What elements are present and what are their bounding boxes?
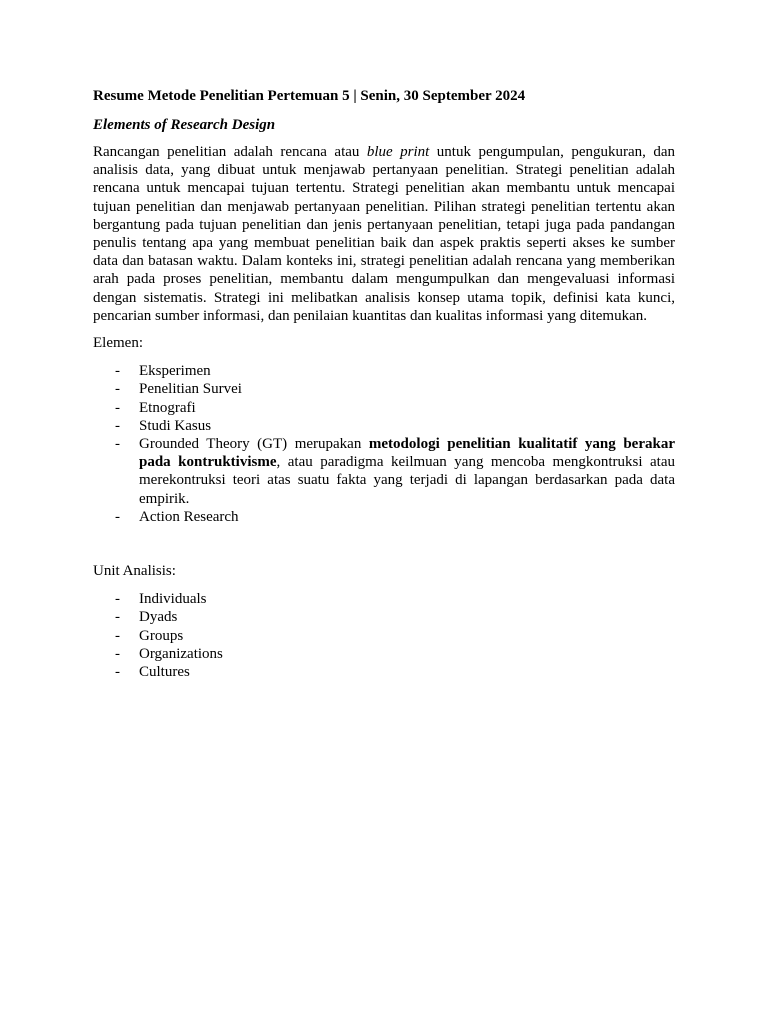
list-item xyxy=(93,608,675,626)
list-item-text: Organizations xyxy=(139,645,223,662)
list-bullet: - xyxy=(115,591,120,608)
list-item-text: Action Research xyxy=(139,508,239,525)
grounded-text-start: Grounded Theory (GT) merupakan xyxy=(139,436,369,453)
list-item-text: Eksperimen xyxy=(139,363,211,380)
list-item-text: Individuals xyxy=(139,591,207,608)
section-subtitle: Elements of Research Design xyxy=(93,117,276,133)
body-paragraph xyxy=(93,143,675,325)
paragraph-text-start: Rancangan penelitian adalah rencana atau xyxy=(93,144,367,160)
elemen-label: Elemen: xyxy=(93,335,143,352)
document-page xyxy=(93,86,675,681)
list-item xyxy=(93,417,675,435)
list-bullet: - xyxy=(115,417,120,434)
list-item-text: Dyads xyxy=(139,609,178,626)
paragraph-italic-term: blue print xyxy=(366,144,430,160)
list-item xyxy=(93,508,675,526)
list-bullet: - xyxy=(115,436,120,453)
list-bullet: - xyxy=(115,645,120,662)
list-bullet: - xyxy=(115,399,120,416)
grounded-text-rest: , atau paradigma keilmuan yang mencoba mengkontruksi atau merekontruksi teori atas suatu fakta yang terjadi di lapangan berdasarkan pada data empirik. xyxy=(139,454,675,507)
list-bullet: - xyxy=(115,381,120,398)
list-item xyxy=(93,362,675,380)
list-item-text: Groups xyxy=(139,627,184,644)
list-item-text: Studi Kasus xyxy=(139,417,212,434)
list-item xyxy=(93,399,675,417)
document-title: Resume Metode Penelitian Pertemuan 5 | Senin, 30 September 2024 xyxy=(93,88,526,104)
list-bullet: - xyxy=(115,508,120,525)
unit-analisis-list xyxy=(93,590,675,681)
grounded-bold-phrase: metodologi penelitian kualitatif yang berakar pada kontruktivisme xyxy=(139,436,675,471)
list-item xyxy=(93,663,675,681)
list-item xyxy=(93,590,675,608)
list-bullet: - xyxy=(115,627,120,644)
list-bullet: - xyxy=(115,664,120,681)
list-bullet: - xyxy=(115,609,120,626)
elemen-list xyxy=(93,362,675,526)
list-item xyxy=(93,645,675,663)
section-spacer xyxy=(93,526,675,562)
unit-analisis-label: Unit Analisis: xyxy=(93,563,176,580)
paragraph-text-rest: untuk pengumpulan, pengukuran, dan analisis data, yang dibuat untuk menjawab pertanyaan penelitian. Strategi penelitian adalah rencana untuk mencapai tujuan tertentu. Strategi penelitian akan membantu untuk mencapai tujuan penelitian dan menjawab pertanyaan penelitian. Pilihan strategi penelitian tertentu akan bergantung pada tujuan penelitian dan jenis pertanyaan penelitian, tetapi juga pada pandangan penulis tentang apa yang membuat penelitian baik dan aspek praktis seperti akses ke sumber data dan batasan waktu. Dalam konteks ini, strategi penelitian adalah rencana yang memberikan arah pada proses penelitian, membantu dalam mengumpulkan dan mengevaluasi informasi dengan sistematis. Strategi ini melibatkan analisis konsep utama topik, definisi kata kunci, pencarian sumber informasi, dan penilaian kuantitas dan kualitas informasi yang ditemukan. xyxy=(93,144,675,324)
list-item-grounded-theory xyxy=(93,435,675,508)
list-item-text: Cultures xyxy=(139,664,190,681)
list-item-text: Penelitian Survei xyxy=(139,381,242,398)
list-item xyxy=(93,380,675,398)
list-item-text: Etnografi xyxy=(139,399,196,416)
list-item xyxy=(93,627,675,645)
list-bullet: - xyxy=(115,363,120,380)
